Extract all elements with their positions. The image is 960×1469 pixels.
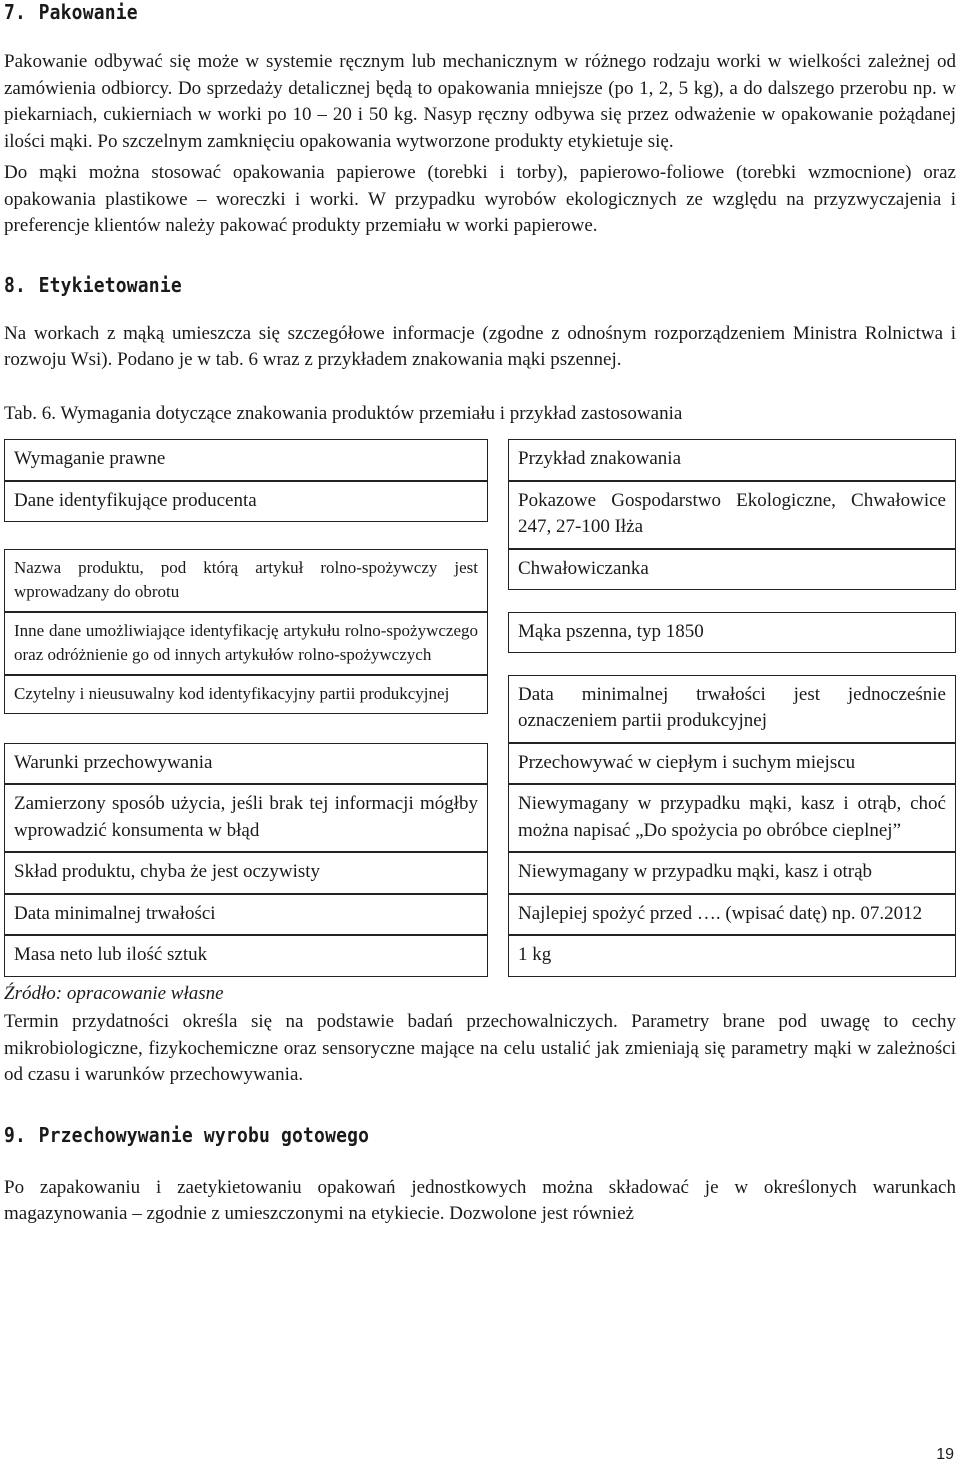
paragraph: Do mąki można stosować opakowania papierowe (torebki i torby), papierowo-foliowe (torebki wzmocnione) oraz opakowania plastikowe – woreczki i worki. W przypadku wyrobów ekologicznych ze względu na przyzwyczajenia i preferencje klientów należy pakować produkty przemiału w worki papierowe. [4,162,956,236]
table-row [4,481,956,549]
paragraph: Na workach z mąką umieszcza się szczegółowe informacje (zgodne z odnośnym rozporządzeniem Ministra Rolnictwa i rozwoju Wsi). Podano je w tab. 6 wraz z przykładem znakowania mąki pszennej. [4,322,956,370]
example-cell: Niewymagany w przypadku mąki, kasz i otrąb [508,852,956,894]
requirement-cell: Warunki przechowywania [4,743,488,785]
requirement-cell: Zamierzony sposób użycia, jeśli brak tej informacji mógłby wprowadzić konsumenta w błąd [4,784,488,852]
requirement-cell: Inne dane umożliwiające identyfikację artykułu rolno-spożywczego oraz odróżnienie go od innych artykułów rolno-spożywczych [4,612,488,675]
section-number: 8. [4,272,27,297]
table-row [4,675,956,743]
table-source: Źródło: opracowanie własne [4,982,224,1004]
example-cell: Mąka pszenna, typ 1850 [508,612,956,654]
section-9-heading [4,1123,861,1147]
table-row [4,612,956,675]
paragraph: Po zapakowaniu i zaetykietowaniu opakowań jednostkowych można składować je w określonych warunkach magazynowania – zgodnie z umieszczonymi na etykiecie. Dozwolone jest również [4,1176,956,1224]
requirement-cell: Masa neto lub ilość sztuk [4,935,488,977]
example-cell: 1 kg [508,935,956,977]
page-number: 19 [936,1446,954,1463]
table-row [4,784,956,852]
section-number: 9. [4,1122,27,1147]
requirement-cell: Czytelny i nieusuwalny kod identyfikacyjny partii produkcyjnej [4,675,488,714]
table-row [4,894,956,936]
section-title: Pakowanie [38,0,138,24]
header-cell-example: Przykład znakowania [508,439,956,481]
paragraph: Pakowanie odbywać się może w systemie ręcznym lub mechanicznym w różnego rodzaju worki w wielkości zależnej od zamówienia odbiorcy. Do sprzedaży detalicznej będą to opakowania mniejsze (po 1, 2, 5 kg), a do dalszego przerobu np. w piekarniach, cukierniach w worki po 10 – 20 i 50 kg. Nasyp ręczny odbywa się przez odważenie w opakowanie pożądanej ilości mąki. Po szczelnym zamknięciu opakowania wytworzone produkty etykietuje się. [4,51,956,152]
section-number: 7. [4,0,27,24]
example-cell: Niewymagany w przypadku mąki, kasz i otrąb, choć można napisać „Do spożycia po obróbce cieplnej” [508,784,956,852]
section-title: Przechowywanie wyrobu gotowego [38,1122,370,1147]
table-header-row [4,439,956,481]
requirement-cell: Nazwa produktu, pod którą artykuł rolno-spożywczy jest wprowadzany do obrotu [4,549,488,612]
section-title: Etykietowanie [38,272,182,297]
table-row [4,852,956,894]
paragraph: Termin przydatności określa się na podstawie badań przechowalniczych. Parametry brane pod uwagę to cechy mikrobiologiczne, fizykochemiczne oraz sensoryczne mające na celu ustalić jak zmieniają się parametry mąki w zależności od czasu i warunków przechowywania. [4,1011,956,1085]
requirements-table [4,439,956,977]
example-cell: Chwałowiczanka [508,549,956,591]
requirement-cell: Skład produktu, chyba że jest oczywisty [4,852,488,894]
requirement-cell: Data minimalnej trwałości [4,894,488,936]
header-cell-requirement: Wymaganie prawne [4,439,488,481]
example-cell: Najlepiej spożyć przed …. (wpisać datę) np. 07.2012 [508,894,956,936]
example-cell: Przechowywać w ciepłym i suchym miejscu [508,743,956,785]
section-7-heading [4,0,861,24]
example-cell: Data minimalnej trwałości jest jednocześnie oznaczeniem partii produkcyjnej [508,675,956,743]
table-row [4,935,956,977]
table-caption: Tab. 6. Wymagania dotyczące znakowania produktów przemiału i przykład zastosowania [4,402,683,424]
table-row [4,743,956,785]
example-cell: Pokazowe Gospodarstwo Ekologiczne, Chwałowice 247, 27-100 Iłża [508,481,956,549]
requirement-cell: Dane identyfikujące producenta [4,481,488,523]
section-8-heading [4,273,861,297]
table-row [4,549,956,612]
document-page [4,0,956,1228]
